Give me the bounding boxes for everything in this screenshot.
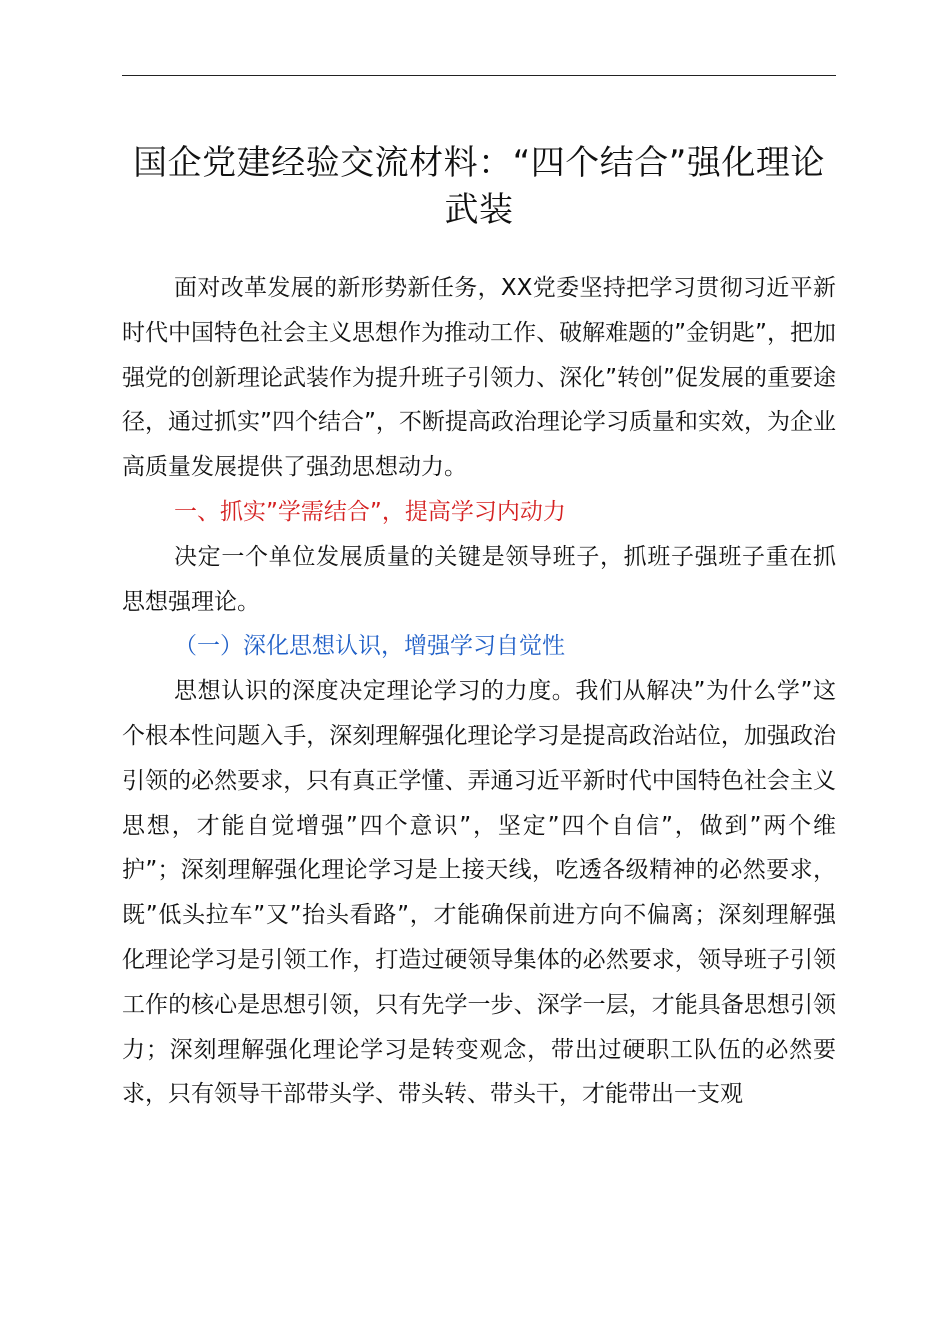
subsection-1-heading: （一）深化思想认识，增强学习自觉性 (174, 633, 565, 660)
subsection-1-body-paragraph: 思想认识的深度决定理论学习的力度。我们从解决”为什么学”这个根本性问题入手，深刻理解强化理论学习是提高政治站位，加强政治引领的必然要求，只有真正学懂、弄通习近平新时代中国特色社会主义思想，才能自觉增强”四个意识”，坚定”四个自信”，做到”两个维护”；深刻理解强化理论学习是上接天线，吃透各级精神的必然要求，既”低头拉车”又”抬头看路”，才能确保前进方向不偏离；深刻理解强化理论学习是引领工作，打造过硬领导集体的必然要求，领导班子引领工作的核心是思想引领，只有先学一步、深学一层，才能具备思想引领力；深刻理解强化理论学习是转变观念，带出过硬职工队伍的必然要求，只有领导干部带头学、带头转、带头干，才能带出一支观 (122, 678, 836, 1108)
document-body (122, 266, 836, 1117)
section-1-lead-paragraph: 决定一个单位发展质量的关键是领导班子，抓班子强班子重在抓思想强理论。 (122, 543, 836, 615)
intro-paragraph: 面对改革发展的新形势新任务，XX党委坚持把学习贯彻习近平新时代中国特色社会主义思想作为推动工作、破解难题的”金钥匙”，把加强党的创新理论武装作为提升班子引领力、深化”转创”促发展的重要途径，通过抓实”四个结合”，不断提高政治理论学习质量和实效，为企业高质量发展提供了强劲思想动力。 (122, 275, 836, 481)
section-1-heading: 一、抓实”学需结合”，提高学习内动力 (174, 498, 566, 525)
document-title: 国企党建经验交流材料：“四个结合”强化理论武装 (133, 143, 825, 230)
header-rule (122, 75, 836, 76)
